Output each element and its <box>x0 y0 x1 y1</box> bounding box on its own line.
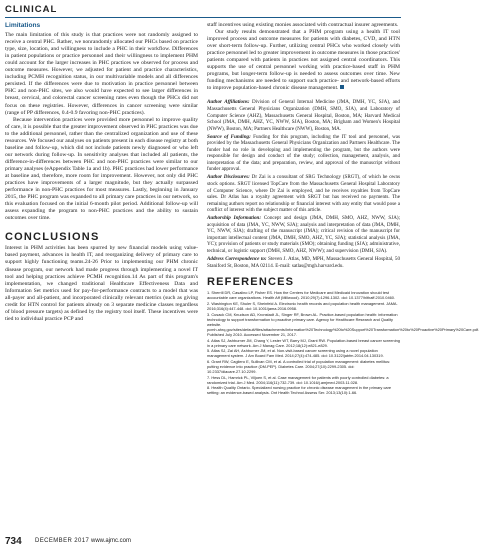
note-label: Source of Funding: <box>207 133 251 140</box>
note-label: Author Disclosures: <box>207 174 250 181</box>
note-disclosures: Author Disclosures: Dr Zai is a consultant of SRG Technology (SRGT), of which he owns stock options. SRGT licensed TopCare from the Massachusetts General Hospital Laboratory of Computer Science, where Dr Zai is employed, and he receives royalties from TopCare sales. Dr Atlas has a royalty agreement with SRGT but has received no payments. The remaining authors report no relationship or financial interest with any entity that would pose a conflict of interest with the subject matter of this article. <box>207 174 400 214</box>
conclusions-paragraph-1: Interest in PHM activities has been spurred by new financial models using value-based payment, advances in health IT, and reorganizing delivery of primary care to support highly functioning teams.24-26 Prior to implementing our PHM chronic disease program, our network had made progress through implementing a novel IT tool and helping practices achieve PCMH recognition.14 As part of this program's implementation, we changed traditional Healthcare Effectiveness Data and Information Set metrics used for pay-for-performance contracts to a model that was all-payer and all-patient, and incorporated clinically relevant metrics (such as giving credit for HTN control for patients already on 3 separate medicine classes regardless of blood pressure targets) as defined by the registry tool itself. These incentives were tied to individual practice PCP and <box>5 245 198 322</box>
section-label: CLINICAL <box>5 4 58 15</box>
right-column <box>207 22 479 396</box>
reference-item: 8. Health Quality Ontario. Specialized nursing practice for chronic disease management in the primary care setting: an evidence-based analysis. Ont Health Technol Assess Ser. 2013;13(10):1-66. <box>207 385 392 396</box>
reference-item: 5. Atlas SJ, Zai AH, Ashburner JM, et al. Non-visit-based cancer screening using a novel population management system. J Am Board Fam Med. 2014;27(4):474-485. doi: 10.3122/jabfm.2014.04.130319. <box>207 348 384 359</box>
journal-website: www.ajmc.com <box>91 538 132 544</box>
left-column <box>5 22 198 323</box>
continued-paragraph-1: staff incentives using existing monies associated with contractual insurer agreements. <box>207 22 399 28</box>
page-footer <box>5 536 401 550</box>
reference-item: 1. Sherrill DR, Casalino LP, Fisher ES. How the Centers for Medicare and Medicaid Innovation should test accountable care organizations. Health Aff (Millwood). 2010;29(7):1296-1302. doi: 10.1377/hlthaff.2010.0460. <box>207 290 396 301</box>
page-number: 734 <box>5 536 22 547</box>
note-label: Author Affiliations: <box>207 99 250 106</box>
note-affiliations: Author Affiliations: Division of General Internal Medicine (JMA, DMH, YC, SJA), and Massachusetts General Physicians Organization (DMH, SMO, SJA), and Laboratory of Computer Science (AHZ), Massachusetts General Hospital, Boston, MA; Harvard Medical School (JMA, DMH, AHZ, YC, NWW, SJA), Boston, MA; Brigham and Women's Hospital (NWW), Boston, MA; Partners Healthcare (NWW), Boston, MA. <box>207 99 400 132</box>
issue-date: DECEMBER 2017 <box>35 538 90 544</box>
reference-item: 2. Washington KE, Shuler S, Sheinfeld A. Electronic health records and population health management. JAMA. 2016;316(4):447-448. doi: 10.1001/jama.2016.0958. <box>207 300 398 311</box>
reference-item: 3. Cusack CM, Knudson AD, Kronstadt JL, Singer RF, Brown AL. Practice-based population health: information technology to support transformation to proactive primary care. Agency for Healthcare Research and Quality website. pcmh.ahrq.gov/sites/default/files/attachments/Information%20Technology%20to%20Support%20Transformation%20to%20Proactive%20Primary%20Care.pdf. Published July 2010. Accessed November 21, 2017. <box>207 311 479 337</box>
reference-list <box>207 290 479 396</box>
reference-item: 6. Grant RW, Cagliero E, Sullivan CM, et al. A controlled trial of population management: diabetes mellitus: putting evidence into practice (DM-PEP). Diabetes Care. 2004;27(10):2299-2305. doi: 10.2337/diacare.27.10.2299. <box>207 358 391 375</box>
article-notes <box>207 99 400 269</box>
references-heading: REFERENCES <box>207 276 295 289</box>
end-of-article-mark <box>340 85 344 89</box>
note-correspondence: Address Correspondence to: Steven J. Atlas, MD, MPH, Massachusetts General Hospital, 50 Staniford St, Boston, MA 02114. E-mail: satlas@mgh.harvard.edu. <box>207 256 400 269</box>
note-funding: Source of Funding: Funding for this program, including the IT tool and personnel, was provided by the Massachusetts General Physicians Organization and Partners Healthcare. The funder had no role in developing and implementing the program, but the authors were responsible for design and conduct of the study; collection, management, analysis, and interpretation of the data; and preparation, review, and approval of the manuscript without funder approval. <box>207 133 400 173</box>
continued-paragraph-2 <box>207 29 400 92</box>
conclusions-heading: CONCLUSIONS <box>5 231 100 244</box>
limitations-paragraph-1: The main limitation of this study is that practices were not randomly assigned to receive a central PHC. Rather, we nonrandomly allocated our PHCs based on practice type, size, location, and willingness to include a PHC in their workflow. Differences in patient populations or practice personnel and their willingness to implement PHM could account for the larger increases in PHC practices we observed for process and outcome measures. However, we adjusted for patient and practice characteristics, including PCMH recognition status, in our multivariable models and all differences persisted. If the differences were due to motivation in practice personnel between PHC and non-PHC sites, we also would have expected to see larger differences in breast, cervical, and colorectal cancer screening rates even though the PHCs did not focus on these registries. However, differences in cancer screening were similar (range of PP differences, 0.4-0.9 favoring non-PHC practices). <box>5 32 198 116</box>
reference-item: 7. Hess DL, Hamrick PL, Viljoen S, et al. Case management for patients with poorly controlled diabetes: a randomized trial. Am J Med. 2004;116(11):732-739. doi: 10.1016/j.amjmed.2003.11.028. <box>207 374 389 385</box>
limitations-paragraph-2: Because intervention practices were provided more personnel to improve quality of care, it is possible that the greater improvement observed in PHC practices was due to the additional personnel, rather than the centralized organization and use of these resources. We focused our analyses on patients present in each disease registry at both baseline and follow-up, which did not include patients newly diagnosed or who left our network during follow-up. In sensitivity analyses that included all patients, the difference-in-differences between PHC and non-PHC practices were similar to our primary analyses (eAppendix Table 1a and 1b). PHC practices had lower performance at baseline and, therefore, more room for improvement. However, not only did PHC practices have improvements of a larger magnitude, but they actually surpassed performance in non-PHC practices for most measures. Lastly, beginning in January 2015, the PHC program was expanded to all primary care practices in our network, so this evaluation focused on the initial 6-month pilot period. Additional follow-up will assess expanding the program to non-PHC practices and the ability to sustain outcomes over time. <box>5 116 198 222</box>
limitations-heading: Limitations <box>5 22 41 29</box>
note-authorship: Authorship Information: Concept and design (JMA, DMH, SMO, AHZ, NWW, SJA); acquisition of data (JMA, YC, NWW, SJA); analysis and interpretation of data (JMA, DMH, YC, NWW, SJA); drafting of the manuscript (JMA); critical revision of the manuscript for important intellectual content (JMA, DMH, SMO, AHZ, YC, SJA); statistical analysis (JMA, YC); provision of patients or study materials (SMO); obtaining funding (SJA); administrative, technical, or logistic support (DMH, SMO, AHZ, NWW); and supervision (DMH, SJA). <box>207 215 401 254</box>
reference-item: 4. Atlas SJ, Ashburner JM, Chang Y, Lester WT, Barry MJ, Grant RW. Population-based breast cancer screening in a primary care network. Am J Manag Care. 2012;18(12):e821-e829. <box>207 337 400 348</box>
continued-paragraph-2-text: Our study results demonstrated that a PHM program using a health IT tool improved process and outcome measures for patients with diabetes, CVD, and HTN over short-term follow-up. Further, utilizing central PHCs who worked closely with practice personnel led to greater improvement in outcome measures in those practices' patients compared with patients in practices not assigned central coordinators. This supports the use of central personnel working with practice-based staff in PHM programs, but longer-term follow-up is needed to assess outcomes over time. New funding mechanisms are needed to support such practice- and network-based efforts to improve population-based chronic disease management. <box>207 29 400 92</box>
page-header <box>0 0 406 22</box>
header-rule <box>5 17 401 18</box>
note-label: Address Correspondence to: <box>207 256 267 263</box>
note-label: Authorship Information: <box>207 215 262 222</box>
